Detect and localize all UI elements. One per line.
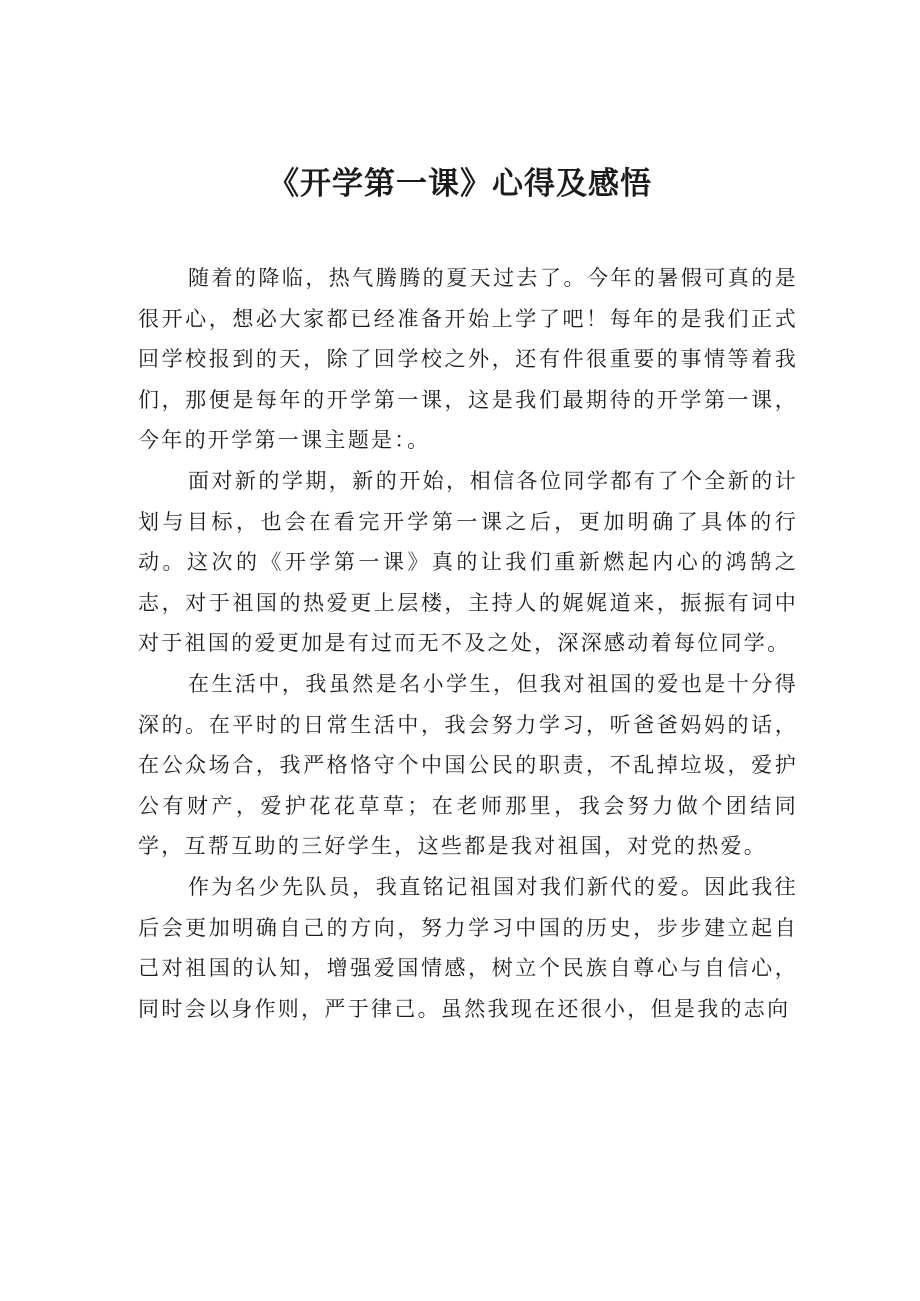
paragraph-3: 在生活中，我虽然是名小学生，但我对祖国的爱也是十分得深的。在平时的日常生活中，我会努力学习，听爸爸妈妈的话，在公众场合，我严格恪守个中国公民的职责，不乱掉垃圾，爱护公有财产，爱护花花草草；在老师那里，我会努力做个团结同学，互帮互助的三好学生，这些都是我对祖国，对党的热爱。 — [138, 671, 798, 859]
document-body — [138, 258, 798, 1029]
paragraph-1: 随着的降临，热气腾腾的夏天过去了。今年的暑假可真的是很开心，想必大家都已经准备开始上学了吧！每年的是我们正式回学校报到的天，除了回学校之外，还有件很重要的事情等着我们，那便是每年的开学第一课，这是我们最期待的开学第一课，今年的开学第一课主题是：。 — [138, 266, 798, 453]
paragraph-2: 面对新的学期，新的开始，相信各位同学都有了个全新的计划与目标，也会在看完开学第一课之后，更加明确了具体的行动。这次的《开学第一课》真的让我们重新燃起内心的鸿鹄之志，对于祖国的热爱更上层楼，主持人的娓娓道来，振振有词中对于祖国的爱更加是有过而无不及之处，深深感动着每位同学。 — [138, 468, 798, 656]
document-title: 《开学第一课》心得及感悟 — [268, 166, 652, 202]
paragraph-4: 作为名少先队员，我直铭记祖国对我们新代的爱。因此我往后会更加明确自己的方向，努力学习中国的历史，步步建立起自己对祖国的认知，增强爱国情感，树立个民族自尊心与自信心，同时会以身作则，严于律己。虽然我现在还很小，但是我的志向 — [138, 874, 798, 1021]
